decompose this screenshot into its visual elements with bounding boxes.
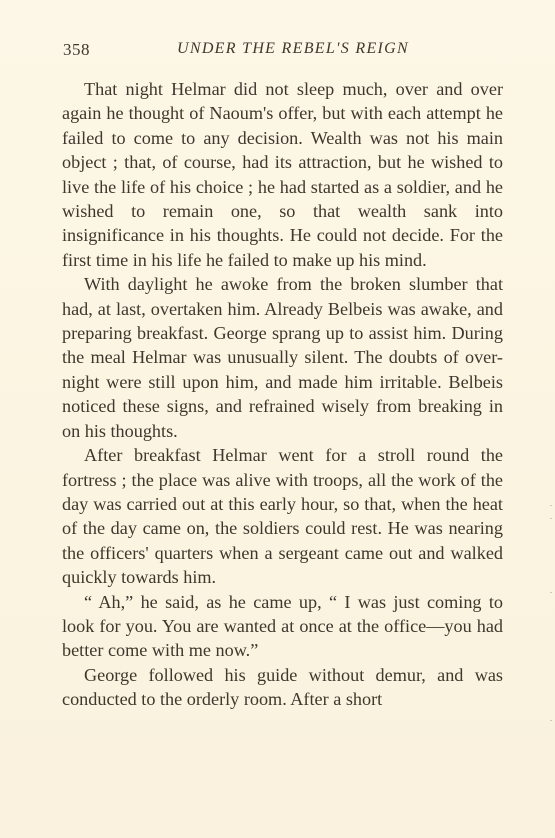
- paragraph: After breakfast Helmar went for a stroll round the fortress ; the place was alive with troops, all the work of the day was carried out at this early hour, so that, when the heat of the day came on, the soldiers could rest. He was nearing the officers' quarters when a sergeant came out and walked quickly towards him.: [62, 445, 503, 588]
- paper-speck: [550, 505, 552, 506]
- body-text: [62, 77, 503, 712]
- paragraph: George followed his guide without demur, and was conducted to the orderly room. After a short: [62, 664, 503, 710]
- paper-speck: [550, 518, 552, 519]
- paragraph: With daylight he awoke from the broken slumber that had, at last, overtaken him. Already Belbeis was awake, and preparing breakfast. George sprang up to assist him. During the meal Helmar was unusually silent. The doubts of over-night were still upon him, and made him irritable. Belbeis noticed these signs, and refrained wisely from breaking in on his thoughts.: [62, 274, 503, 441]
- paragraph: “ Ah,” he said, as he came up, “ I was just coming to look for you. You are wanted at once at the office—you had better come with me now.”: [62, 591, 503, 661]
- page-number: 358: [63, 40, 90, 59]
- paper-speck: [550, 720, 552, 721]
- running-head: [63, 40, 503, 62]
- paper-speck: [550, 592, 552, 593]
- paragraph: That night Helmar did not sleep much, over and over again he thought of Naoum's offer, but with each attempt he failed to come to any decision. Wealth was not his main object ; that, of course, had its attraction, but he wished to live the life of his choice ; he had started as a soldier, and he wished to remain one, so that wealth sank into insignificance in his thoughts. He could not decide. For the first time in his life he failed to make up his mind.: [62, 79, 503, 270]
- running-title: UNDER THE REBEL'S REIGN: [177, 40, 409, 57]
